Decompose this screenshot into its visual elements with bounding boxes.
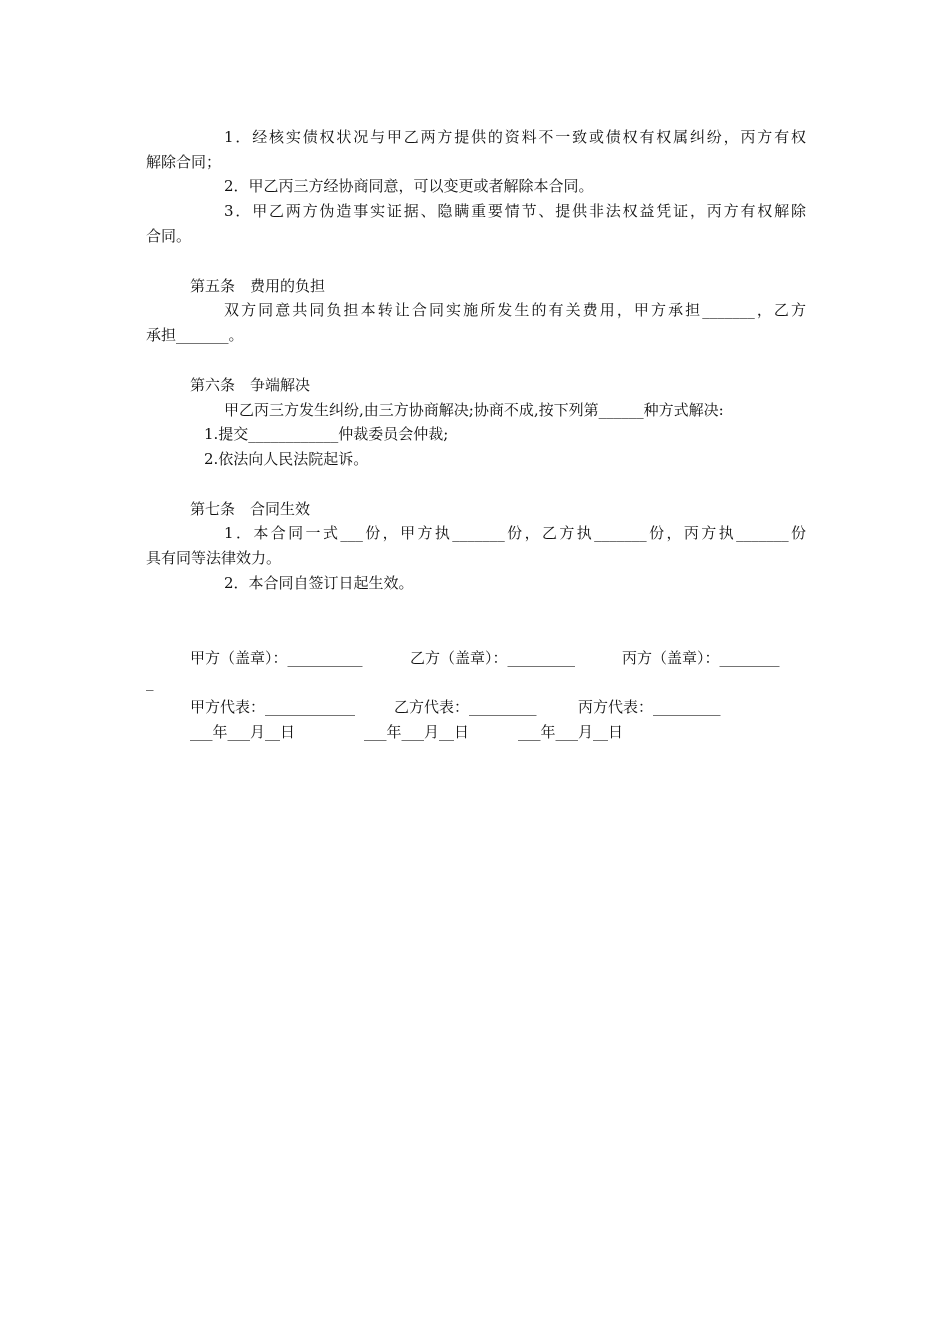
sec4-item1-line1: 1．经核实债权状况与甲乙两方提供的资料不一致或债权有权属纠纷，丙方有权 — [224, 128, 806, 146]
seal-wrap-underscore: _ — [146, 673, 154, 691]
seal-party-b: 乙方（盖章）：_________ — [410, 649, 576, 667]
sec4-item1-line2: 解除合同； — [146, 153, 222, 171]
rep-party-a: 甲方代表：____________ — [190, 698, 356, 716]
rep-party-b: 乙方代表：_________ — [394, 698, 537, 716]
sec6-paragraph: 甲乙丙三方发生纠纷,由三方协商解决;协商不成,按下列第______种方式解决: — [224, 401, 724, 419]
seal-party-c: 丙方（盖章）：________ — [622, 649, 780, 667]
date-party-a: ___年___月__日 — [190, 723, 296, 741]
sec6-heading: 第六条 争端解决 — [190, 376, 311, 394]
sec7-heading: 第七条 合同生效 — [190, 500, 311, 518]
date-party-b: ___年___月__日 — [364, 723, 470, 741]
sec7-item1-line2: 具有同等法律效力。 — [146, 549, 282, 567]
sec7-item1-line1: 1．本合同一式___份，甲方执_______份，乙方执_______份，丙方执_______份 — [224, 524, 806, 542]
sec4-item2: 2．甲乙丙三方经协商同意，可以变更或者解除本合同。 — [224, 177, 594, 195]
sec5-paragraph-line1: 双方同意共同负担本转让合同实施所发生的有关费用，甲方承担_______，乙方 — [224, 301, 806, 319]
sec6-option1: 1.提交____________仲裁委员会仲裁; — [204, 425, 449, 443]
date-party-c: ___年___月__日 — [518, 723, 624, 741]
sec5-heading: 第五条 费用的负担 — [190, 277, 326, 295]
sec7-item2: 2．本合同自签订日起生效。 — [224, 574, 414, 592]
sec6-option2: 2.依法向人民法院起诉。 — [204, 450, 369, 468]
sec5-paragraph-line2: 承担_______。 — [146, 326, 244, 344]
seal-party-a: 甲方（盖章）：__________ — [190, 649, 363, 667]
sec4-item3-line1: 3．甲乙两方伪造事实证据、隐瞒重要情节、提供非法权益凭证，丙方有权解除 — [224, 202, 806, 220]
rep-party-c: 丙方代表：_________ — [578, 698, 721, 716]
sec4-item3-line2: 合同。 — [146, 227, 192, 245]
